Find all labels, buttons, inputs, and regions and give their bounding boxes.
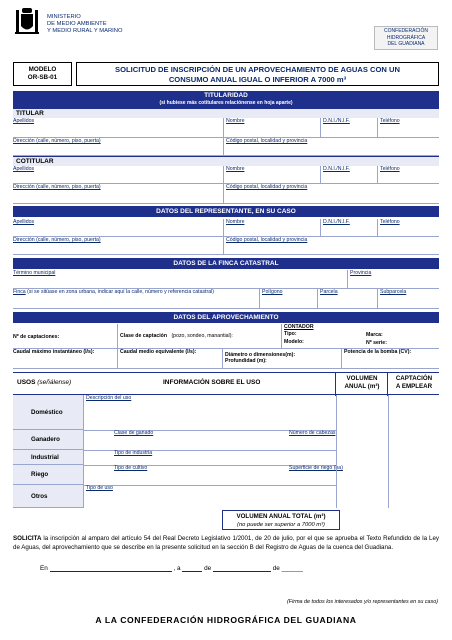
numero-cabezas-field[interactable]: Número de cabezas [289, 430, 336, 436]
clase-captacion-label: Clase de captación [120, 333, 167, 339]
ministry-line-2: DE MEDIO AMBIENTE [47, 21, 107, 27]
titular-telefono-field[interactable]: Teléfono [377, 118, 400, 137]
footer-addressee: A LA CONFEDERACIÓN HIDROGRÁFICA DEL GUADIANA [95, 615, 357, 625]
solicita-text: la inscripción al amparo del artículo 54 del Real Decreto Legislativo 1/2001, de 20 de julio, por el que se aprueba el Texto Refundido de la Ley de Aguas, del aprovechamiento que se describe en la presente solicitud en la sección B del Registro de Aguas de la cuenca del Guadiana. [13, 535, 439, 551]
usos-heading [17, 379, 71, 386]
confederation-block [374, 26, 438, 50]
coat-of-arms-icon [14, 6, 40, 36]
termino-municipal-field[interactable]: Término municipal [13, 270, 56, 276]
captacion-column[interactable] [388, 395, 441, 508]
num-captaciones-field[interactable]: Nº de captaciones: [13, 334, 60, 340]
tipo-industria-field[interactable]: Tipo de industria [114, 450, 153, 456]
provincia-field[interactable]: Provincia [347, 270, 371, 288]
finca-label: Finca [13, 289, 26, 295]
volumen-total-box[interactable] [222, 510, 340, 530]
usos-label: USOS [17, 379, 36, 386]
domestico-info-row[interactable] [84, 395, 336, 431]
cotitular-name-row[interactable] [13, 166, 439, 184]
titular-cp-field[interactable]: Código postal, localidad y provincia [223, 138, 307, 155]
poligono-field[interactable]: Polígono [259, 289, 282, 308]
contador-modelo-field[interactable]: Modelo: [284, 339, 304, 345]
finca-header: DATOS DE LA FINCA CATASTRAL [13, 258, 439, 269]
contador-serie-field[interactable]: Nº serie: [366, 340, 387, 346]
num-captaciones-cell [13, 324, 117, 348]
cotitular-dni-field[interactable]: D.N.I./N.I.F. [320, 166, 350, 183]
anual-label: ANUAL (m³) [344, 383, 380, 390]
contador-cell [281, 324, 439, 348]
conf-line-2: HIDROGRÁFICA [386, 34, 426, 41]
fecha-en: En [40, 565, 48, 572]
contador-tipo-field[interactable]: Tipo: [284, 331, 297, 337]
uso-ganadero-checkbox[interactable]: Ganadero [13, 430, 83, 450]
finca-parcel-row[interactable] [13, 289, 439, 309]
title-line-1: SOLICITUD DE INSCRIPCIÓN DE UN APROVECHAMIENTO DE AGUAS CON UN [115, 65, 400, 74]
uso-industrial-checkbox[interactable]: Industrial [13, 450, 83, 465]
ministry-line-1: MINISTERIO [47, 14, 81, 20]
aprovechamiento-header: DATOS DEL APROVECHAMIENTO [13, 312, 439, 323]
diametro-field[interactable]: Diámetro o dimensiones(m): [225, 352, 296, 358]
representante-apellidos-field[interactable]: Apellidos [13, 219, 35, 225]
superficie-riego-field[interactable]: Superficie de riego (ha) [289, 465, 343, 471]
fecha-de1: de [204, 565, 212, 572]
info-uso-heading: INFORMACIÓN SOBRE EL USO [163, 379, 261, 386]
contador-marca-field[interactable]: Marca: [366, 332, 383, 338]
fecha-line [40, 564, 303, 572]
model-label: MODELO [28, 66, 57, 73]
conf-line-1: CONFEDERACIÓN [384, 28, 428, 34]
firma-note: (Firma de todos los interesados y/o representantes en su caso) [286, 599, 438, 605]
cotitular-heading: COTITULAR [13, 156, 439, 166]
titularidad-header [13, 91, 439, 108]
uso-riego-checkbox[interactable]: Riego [13, 465, 83, 485]
mes-field[interactable] [213, 564, 271, 572]
representante-dni-field[interactable]: D.N.I./N.I.F. [320, 219, 350, 236]
cotitular-nombre-field[interactable]: Nombre [223, 166, 244, 183]
profundidad-field[interactable]: Profundidad (m): [225, 358, 267, 364]
captacion-emplear-heading [387, 373, 440, 396]
volumen-label: VOLUMEN [346, 375, 378, 382]
representante-nombre-field[interactable]: Nombre [223, 219, 244, 236]
lugar-field[interactable] [50, 564, 172, 572]
finca-field[interactable] [13, 289, 214, 308]
descripcion-uso-field[interactable]: Descripción del uso [86, 395, 132, 401]
a-emplear-label: A EMPLEAR [395, 383, 433, 390]
subparcela-field[interactable]: Subparcela [377, 289, 406, 308]
finca-note: (si se sitúase en zona urbana, indicar aquí la calle, número y referencia catastral) [27, 289, 214, 295]
titular-address-row[interactable] [13, 138, 439, 156]
parcela-field[interactable]: Parcela [317, 289, 338, 308]
titularidad-note: (si hubiese más cotitulares relaciónense en hoja aparte) [159, 99, 293, 106]
representante-telefono-field[interactable]: Teléfono [377, 219, 400, 236]
cotitular-cp-field[interactable]: Código postal, localidad y provincia [223, 184, 307, 203]
captacion-row[interactable] [13, 324, 439, 349]
industrial-info-row[interactable] [84, 450, 336, 466]
representante-header: DATOS DEL REPRESENTANTE, EN SU CASO [13, 206, 439, 217]
dimensiones-cell [222, 349, 295, 368]
titular-direccion-field[interactable]: Dirección (calle, número, piso, puerta) [13, 138, 101, 144]
usos-info-grid [83, 395, 439, 508]
volumen-column[interactable] [336, 395, 389, 508]
fecha-de2: de ______ [272, 565, 303, 572]
representante-cp-field[interactable]: Código postal, localidad y provincia [223, 237, 307, 254]
uso-otros-checkbox[interactable]: Otros [13, 485, 83, 508]
representante-direccion-field[interactable]: Dirección (calle, número, piso, puerta) [13, 237, 101, 243]
cotitular-telefono-field[interactable]: Teléfono [377, 166, 400, 183]
titular-heading: TITULAR [13, 108, 439, 118]
titular-dni-field[interactable]: D.N.I./N.I.F. [320, 118, 350, 137]
contador-heading: CONTADOR [284, 324, 314, 330]
captacion-label: CAPTACIÓN [395, 375, 433, 382]
titularidad-heading: TITULARIDAD [204, 92, 248, 99]
solicita-word: SOLICITA [13, 535, 42, 542]
representante-name-row[interactable] [13, 219, 439, 237]
ganadero-info-row[interactable] [84, 430, 336, 451]
ministry-block [47, 14, 122, 35]
cotitular-apellidos-field[interactable]: Apellidos [13, 166, 35, 172]
titular-nombre-field[interactable]: Nombre [223, 118, 244, 137]
clase-ganado-field[interactable]: Clase de ganado [114, 430, 154, 436]
titular-name-row[interactable] [13, 118, 439, 138]
otros-info-row[interactable] [84, 485, 336, 508]
volumen-anual-heading [335, 373, 388, 396]
caudal-row[interactable] [13, 349, 439, 369]
solicita-paragraph [13, 535, 439, 552]
finca-termino-row[interactable] [13, 270, 439, 289]
uso-domestico-checkbox[interactable]: Doméstico [13, 395, 83, 430]
titular-apellidos-field[interactable]: Apellidos [13, 118, 35, 124]
usos-header-row [13, 372, 439, 395]
model-box [13, 62, 72, 86]
form-title [76, 62, 439, 86]
usos-note: (señálense) [37, 379, 72, 386]
cotitular-direccion-field[interactable]: Dirección (calle, número, piso, puerta) [13, 184, 101, 190]
conf-line-3: DEL GUADIANA [387, 41, 425, 47]
clase-captacion-cell[interactable] [117, 324, 281, 348]
title-line-2: CONSUMO ANUAL IGUAL O INFERIOR A 7000 m³ [168, 74, 347, 84]
potencia-bomba-field[interactable]: Potencia de la bomba (CV): [341, 349, 411, 368]
volumen-total-label: VOLUMEN ANUAL TOTAL (m³) [236, 513, 326, 520]
dia-field[interactable] [182, 564, 202, 572]
caudal-maximo-field[interactable]: Caudal máximo instantáneo (l/s): [13, 349, 95, 355]
fecha-a: , a [173, 565, 181, 572]
ministry-line-3: Y MEDIO RURAL Y MARINO [47, 28, 123, 34]
tipo-cultivo-field[interactable]: Tipo de cultivo [114, 465, 148, 471]
model-code: OR-SB-01 [27, 74, 58, 81]
riego-info-row[interactable] [84, 465, 343, 486]
cotitular-address-row[interactable] [13, 184, 439, 204]
caudal-medio-field[interactable]: Caudal medio equivalente (l/s): [117, 349, 196, 368]
clase-captacion-note: (pozo, sondeo, manantial): [171, 333, 233, 339]
volumen-total-note: (no puede ser superior a 7000 m³) [237, 522, 325, 528]
representante-address-row[interactable] [13, 237, 439, 255]
tipo-uso-field[interactable]: Tipo de uso [86, 485, 113, 491]
